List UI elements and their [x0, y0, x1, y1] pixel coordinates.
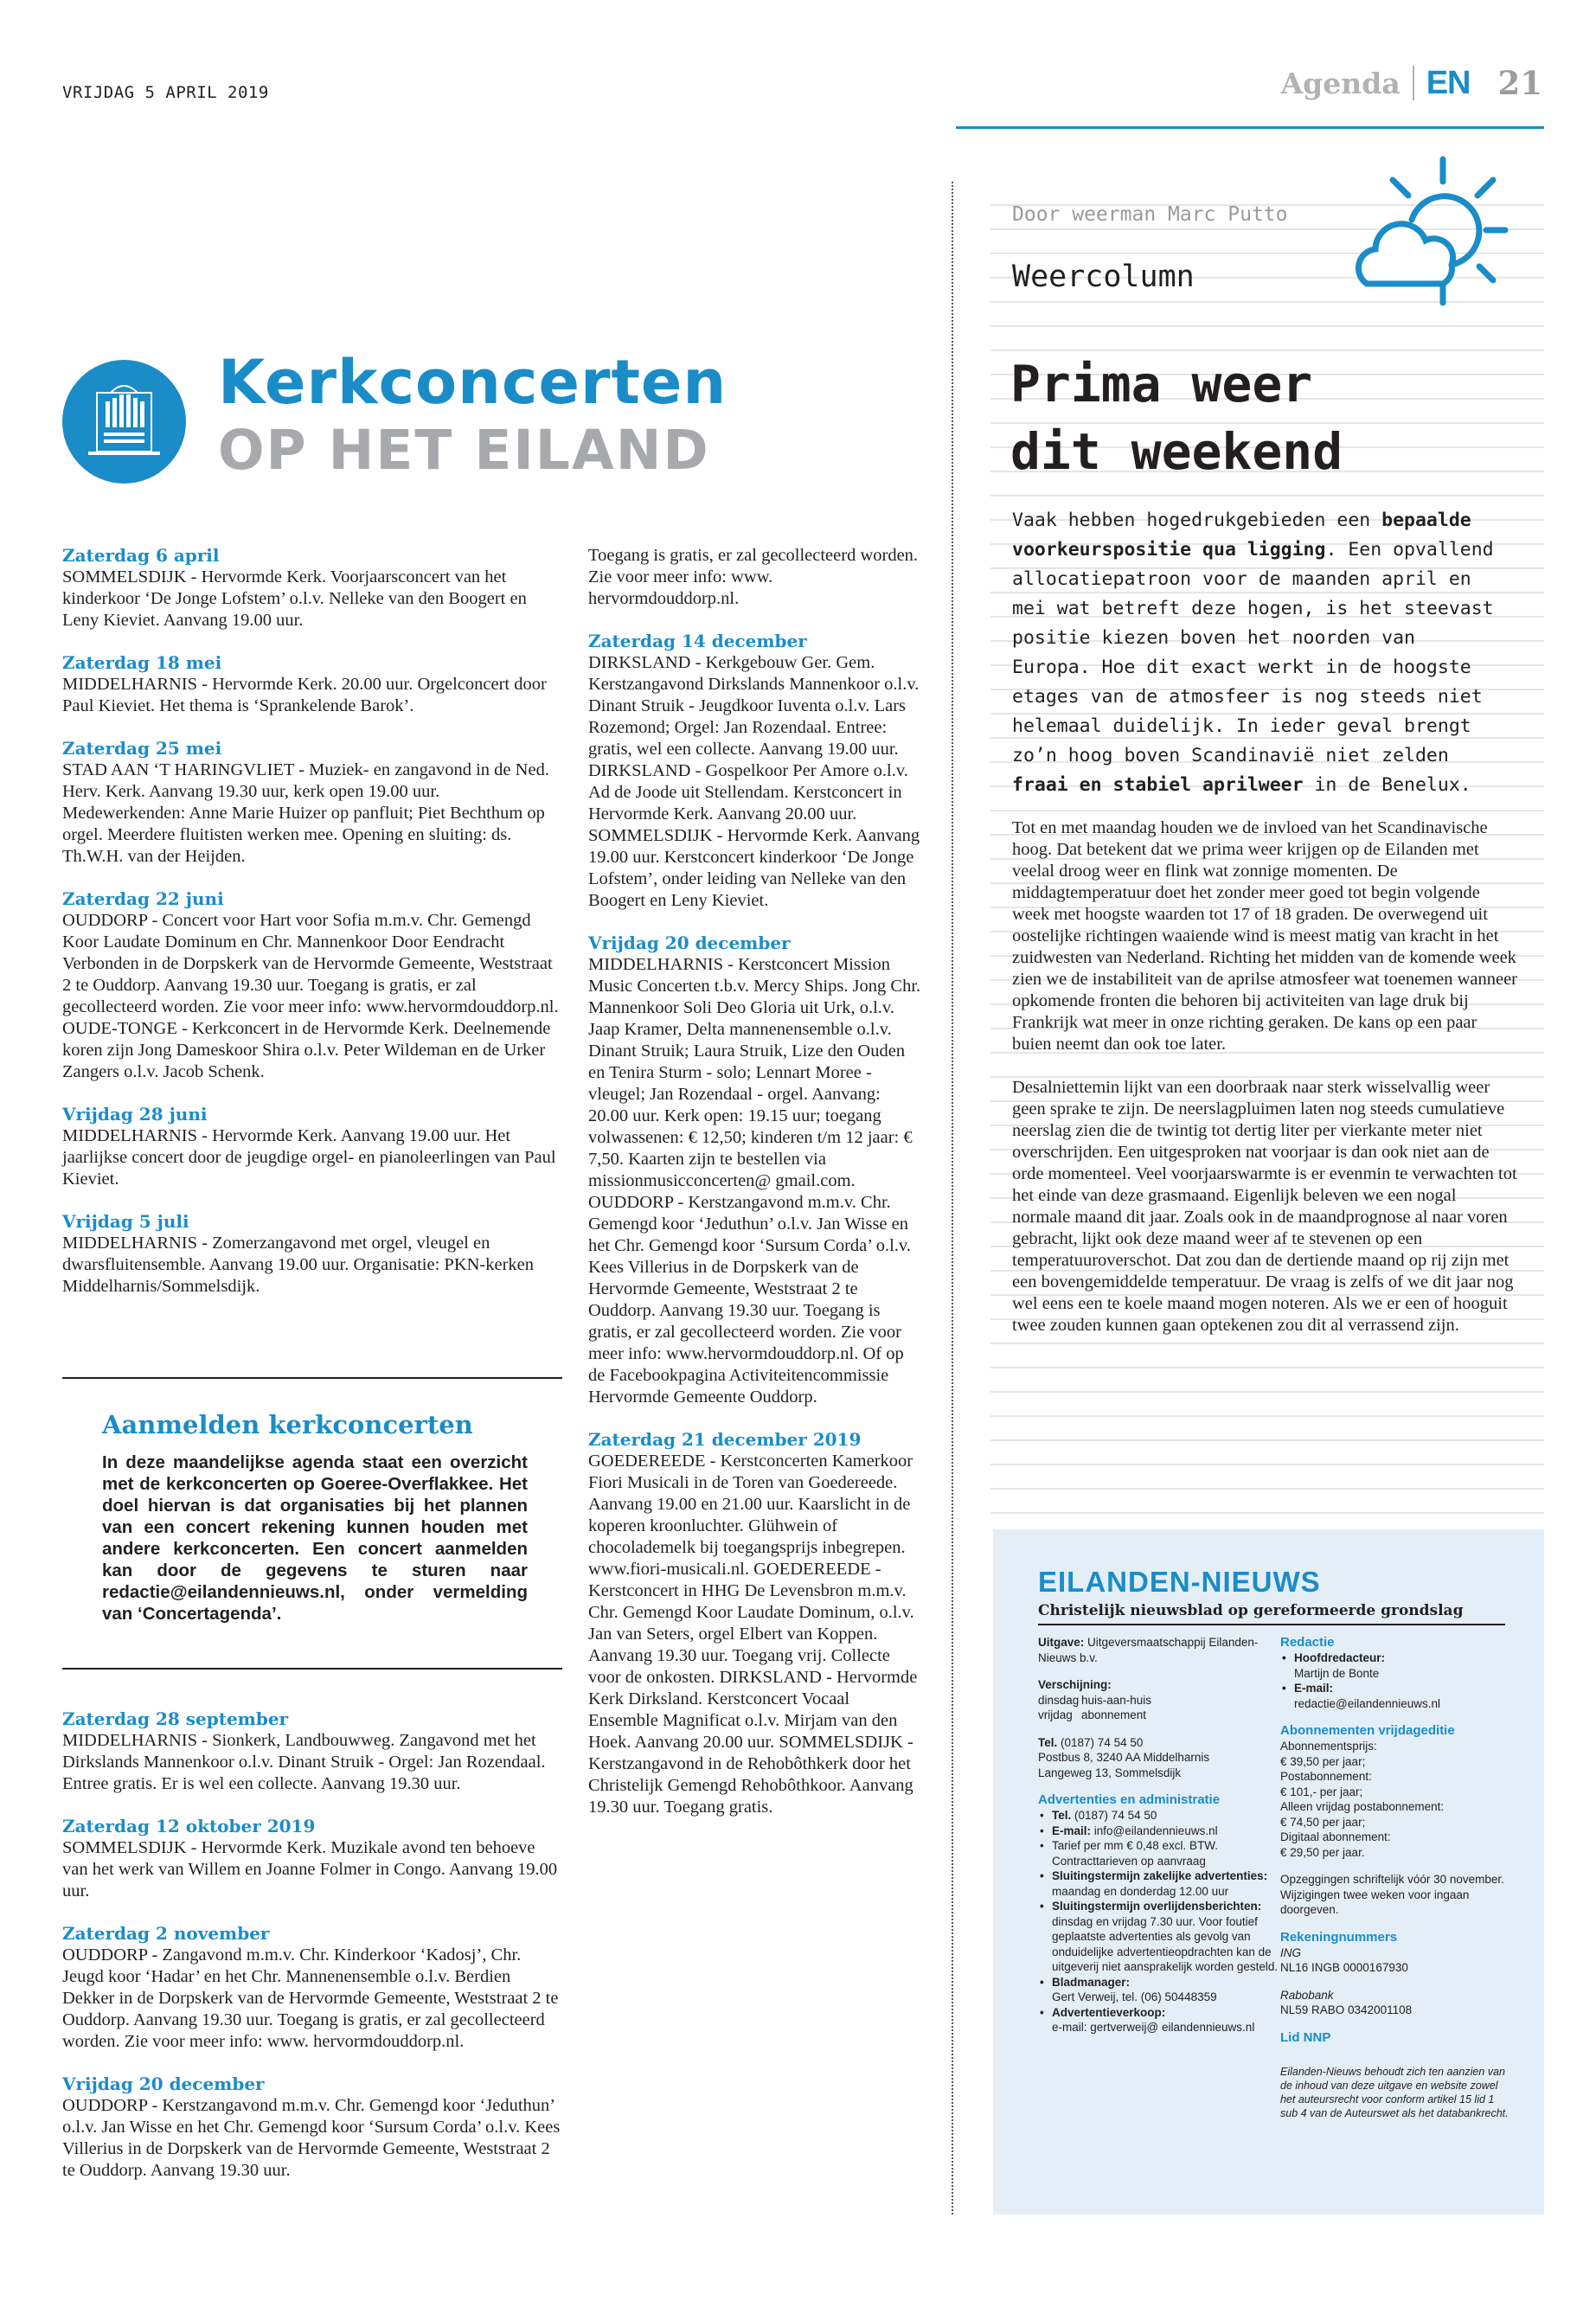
issue-date: VRIJDAG 5 APRIL 2019 [62, 83, 269, 102]
colophon-block [1038, 1735, 1285, 1781]
intro-text: . Een opvallend allocatiepatroon voor de maanden april en mei wat betreft deze hogen, is het steevast positie kiezen boven het noorden van Europa. Hoe dit exact werkt in de hoogste etages van de atmosfeer is nog steeds niet helemaal duidelijk. In ieder geval brengt zo’n hoog boven Scandinavië niet zelden [1012, 539, 1494, 766]
value: (0187) 74 54 50 [1074, 1809, 1157, 1822]
agenda-date: Vrijdag 28 juni [62, 1104, 208, 1125]
agenda-text: STAD AAN ‘T HARINGVLIET - Muziek- en zangavond in de Ned. Herv. Kerk. Aanvang 19.30 uur, kerk open 19.00 uur. Medewerkenden: Anne Marie Huizer op panfluit; Piet Bechthum op orgel. Meerdere fluitisten werken mee. Opening en sluiting: ds. Th.W.H. van der Heijden. [62, 760, 549, 866]
agenda-date: Zaterdag 25 mei [62, 738, 222, 759]
box-top-rule [62, 1377, 562, 1379]
intro-bold: bepaalde voorkeurspositie qua ligging [1012, 510, 1471, 561]
opzeg-text: Opzeggingen schriftelijk vóór 30 november. Wijzigingen twee weken voor ingaan doorgeven. [1280, 1873, 1504, 1916]
aanmelden-text: In deze maandelijkse agenda staat een overzicht met de kerkconcerten op Goeree-Overflakkee. Het doel hiervan is dat organisaties bij het plannen van een concert rekening kunnen houden met andere kerkconcerten. Een concert aanmelden kan door de gegevens te sturen naar redactie@eilandennieuws.nl, onder vermelding van ‘Concertagenda’. [102, 1452, 528, 1624]
value: redactie@eilandennieuws.nl [1294, 1696, 1441, 1710]
list-item: • E-mail: [1280, 1681, 1514, 1696]
headline-line: Prima weer [1010, 355, 1313, 413]
agenda-date: Vrijdag 5 juli [62, 1211, 189, 1232]
abo-line: Abonnementsprijs: [1280, 1740, 1377, 1753]
agenda-text: GOEDEREEDE - Kerstconcerten Kamerkoor Fiori Musicali in de Toren van Goedereede. Aanvang 19.00 en 21.00 uur. Kaarslicht in de koperen kroonluchter. Glühwein of chocolademelk bij toegangsprijs inbegrepen. www.fiori-musicali.nl. GOEDEREEDE - Kerstconcert in HHG De Levensbron m.m.v. Chr. Gemengd Koor Laudate Dominum, o.l.v. Jan van Seters, orgel Elbert van Koppen. Aanvang 19.30 uur. Toegang vrij. Collecte voor de onkosten. DIRKSLAND - Hervormde Kerk Dirksland. Kerstconcert Vocaal Ensemble Magnificat o.l.v. Mirjam van den Hoek. Aanvang 20.00 uur. SOMMELSDIJK - Kerstzangavond in de Rehobôthkerk door het Christelijk Gemengd Rehobôthkoor. Aanvang 19.30 uur. Toegang gratis. [588, 1452, 918, 1817]
list-item: • Bladmanager: [1038, 1975, 1285, 1990]
headline-line: dit weekend [1010, 422, 1343, 481]
value: (0187) 74 54 50 [1061, 1735, 1144, 1749]
agenda-date: Vrijdag 20 december [62, 2073, 265, 2094]
value: maandag en donderdag 12.00 uur [1052, 1884, 1229, 1898]
intro-bold: fraai en stabiel aprilweer [1012, 774, 1304, 796]
disclaimer: Eilanden-Nieuws behoudt zich ten aanzien van de inhoud van deze uitgave en website zowel het auteursrecht voor conform artikel 15 lid 1 sub 4 van de Auteurswet als het databankrecht. [1280, 2065, 1509, 2119]
list-item: • Hoofdredacteur: [1280, 1650, 1514, 1666]
row [1038, 1708, 1285, 1723]
header-rule [956, 126, 1544, 129]
colophon [993, 1529, 1544, 2214]
kerkconcerten-subtitle: OP HET EILAND [218, 419, 710, 482]
list-item: • Sluitingstermijn overlijdensberichten: [1038, 1899, 1285, 1914]
agenda-text: SOMMELSDIJK - Hervormde Kerk. Voorjaarsconcert van het kinderkoor ‘De Jonge Lofstem’ o.l.v. Nelleke van den Boogert en Leny Kieviet. Aanvang 19.00 uur. [62, 567, 527, 630]
agenda-item [62, 545, 564, 631]
agenda-text: MIDDELHARNIS - Hervormde Kerk. Aanvang 19.00 uur. Het jaarlijkse concert door de jeugdige orgel- en pianoleerlingen van Paul Kieviet. [62, 1126, 556, 1189]
label: Verschijning: [1038, 1678, 1112, 1691]
page-number: 21 [1497, 64, 1542, 102]
colophon-right [1280, 1635, 1514, 2120]
colophon-heading: Redactie [1280, 1635, 1335, 1650]
section-title: Agenda [1280, 66, 1401, 100]
membership: Lid NNP [1280, 2029, 1331, 2045]
aanmelden-title: Aanmelden kerkconcerten [102, 1410, 473, 1439]
abo-line: Postabonnement: [1280, 1770, 1372, 1783]
value: dinsdag en vrijdag 7.30 uur. Voor foutief geplaatste advertenties als gevolg van onduidelijke advertentieopdrachten kan de uitgeverij niet aansprakelijk worden gesteld. [1052, 1914, 1279, 1973]
agenda-date: Vrijdag 20 december [588, 933, 791, 953]
value: Gert Verweij, tel. (06) 50448359 [1052, 1990, 1217, 2003]
agenda-text: OUDDORP - Concert voor Hart voor Sofia m.m.v. Chr. Gemengd Koor Laudate Dominum en Chr. Mannenkoor Door Eendracht Verbonden in de Dorpskerk van de Hervormde Gemeente, Weststraat 2 te Ouddorp. Aanvang 19.30 uur. Toegang is gratis, er zal gecollecteerd worden. Zie voor meer info: www.hervormdouddorp.nl. OUDE-TONGE - Kerkconcert in de Hervormde Kerk. Deelnemende koren zijn Jong Dameskoor Shira o.l.v. Peter Wildeman en de Urker Zangers o.l.v. Jacob Schenk. [62, 911, 559, 1081]
aanmelden-box [102, 1410, 528, 1625]
weather-column-label: Weercolumn [1012, 260, 1195, 294]
en-logo: EN [1426, 64, 1471, 101]
abo-line: € 39,50 per jaar; [1280, 1754, 1366, 1768]
agenda-column-1-bottom [62, 1708, 564, 2202]
agenda-text: OUDDORP - Kerstzangavond m.m.v. Chr. Gemengd koor ‘Jeduthun’ o.l.v. Jan Wisse en het Chr. Gemengd koor ‘Sursum Corda’ o.l.v. Kees Villerius in de Dorpskerk van de Hervormde Gemeente, Weststraat 2 te Ouddorp. Aanvang 19.30 uur. [62, 2096, 561, 2180]
weather-intro [1012, 506, 1497, 800]
agenda-date: Zaterdag 21 december 2019 [588, 1429, 862, 1450]
agenda-item [588, 631, 921, 912]
value: vrijdag [1038, 1708, 1073, 1721]
value: info@eilandennieuws.nl [1093, 1823, 1218, 1837]
agenda-item [62, 1816, 564, 1902]
colophon-rule [1038, 1624, 1505, 1625]
abo-line: Digitaal abonnement: [1280, 1830, 1391, 1843]
list-item: • Sluitingstermijn zakelijke advertenties: [1038, 1868, 1285, 1884]
value: dinsdag [1038, 1693, 1080, 1707]
list-item [1038, 1823, 1285, 1839]
agenda-date: Zaterdag 22 juni [62, 888, 224, 909]
agenda-date: Zaterdag 12 oktober 2019 [62, 1816, 316, 1836]
label: Tel. [1052, 1809, 1072, 1822]
agenda-date: Zaterdag 2 november [62, 1923, 270, 1944]
list-item [1038, 1838, 1285, 1868]
page-header [1281, 64, 1542, 102]
agenda-item [588, 545, 921, 610]
intro-text: in de Benelux. [1303, 774, 1471, 796]
agenda-text: OUDDORP - Zangavond m.m.v. Chr. Kinderkoor ‘Kadosj’, Chr. Jeugd koor ‘Hadar’ en het Chr. Mannenensemble o.l.v. Berdien Dekker in de Dorpskerk van de Hervormde Gemeente, Weststraat 2 te Ouddorp. Aanvang 19.30 uur. Toegang is gratis, er zal gecollecteerd worden. Zie voor meer info: www. hervormdouddorp.nl. [62, 1945, 559, 2051]
agenda-item [62, 1211, 564, 1298]
agenda-item [62, 1708, 564, 1795]
agenda-text: MIDDELHARNIS - Zomerzangavond met orgel, vleugel en dwarsfluitensemble. Aanvang 19.00 uur. Organisatie: PKN-kerken Middelharnis/Sommelsdijk. [62, 1234, 535, 1296]
bank-name: ING [1280, 1945, 1302, 1959]
value: e-mail: gertverweij@ eilandennieuws.nl [1052, 2021, 1255, 2034]
bank-name: Rabobank [1280, 1988, 1334, 2002]
value: Tarief per mm € 0,48 excl. BTW. Contracttarieven op aanvraag [1052, 1839, 1219, 1868]
colophon-heading: Rekeningnummers [1280, 1929, 1398, 1945]
weather-headline [1010, 350, 1521, 485]
weather-author: Door weerman Marc Putto [1012, 203, 1288, 226]
weather-paragraph: Tot en met maandag houden we de invloed van het Scandinavische hoog. Dat betekent dat we prima weer krijgen op de Eilanden met veelal droog weer en flink wat zonnige momenten. De middagtemperatuur doet het zonder meer goed tot begin volgende week met hoogste waarden tot 17 of 18 graden. De overwegend uit oostelijke richtingen waaiende wind is meest matig van kracht in het zuidwesten van Nederland. Richting het midden van de komende week zien we de instabiliteit van de aprilse atmosfeer wat toenemen wanneer opkomende fronten die behoren bij activiteiten van lage druk bij Frankrijk wat meer in onze richting geraken. De kans op een paar buien neemt dan ook toe later. [1012, 818, 1518, 1054]
agenda-item [62, 652, 564, 717]
agenda-item [62, 888, 564, 1083]
agenda-item [588, 1429, 921, 1818]
intro-text: Vaak hebben hogedrukgebieden een [1012, 510, 1382, 531]
colophon-heading: Advertenties en administratie [1038, 1792, 1221, 1807]
colophon-block [1038, 1635, 1285, 1665]
church-organ-icon [62, 360, 186, 484]
agenda-text: SOMMELSDIJK - Hervormde Kerk. Muzikale avond ten behoeve van het werk van Willem en Joanne Folmer in Congo. Aanvang 19.00 uur. [62, 1838, 558, 1900]
agenda-column-2 [588, 545, 921, 1839]
box-bottom-rule [62, 1668, 562, 1670]
agenda-text: MIDDELHARNIS - Kerstconcert Mission Music Concerten t.b.v. Mercy Ships. Jong Chr. Mannenkoor Soli Deo Gloria uit Urk, o.l.v. Jaap Kramer, Delta mannenensemble o.l.v. Dinant Struik; Laura Struik, Lize den Ouden en Tenira Sturm - solo; Lennart Moree - vleugel; Jan Rozendaal - orgel. Aanvang: 20.00 uur. Kerk open: 19.15 uur; toegang volwassenen: € 12,50; kinderen t/m 12 jaar: € 7,50. Kaarten zijn te bestellen via missionmusicconcerten@ gmail.com. OUDDORP - Kerstzangavond m.m.v. Chr. Gemengd koor ‘Jeduthun’ o.l.v. Jan Wisse en het Chr. Gemengd koor ‘Sursum Corda’ o.l.v. Kees Villerius in de Dorpskerk van de Hervormde Gemeente, Weststraat 2 te Ouddorp. Aanvang 19.30 uur. Toegang is gratis, er zal gecollecteerd worden. Zie voor meer info: www.hervormdouddorp.nl. Of op de Facebookpagina Activiteitencommissie Hervormde Gemeente Ouddorp. [588, 955, 921, 1407]
eilanden-nieuws-logo: EILANDEN-NIEUWS [1038, 1566, 1321, 1598]
value: Uitgeversmaatschappij Eilanden-Nieuws b.v. [1038, 1636, 1259, 1664]
agenda-item [62, 1104, 564, 1190]
value: abonnement [1081, 1708, 1147, 1721]
value: Martijn de Bonte [1294, 1666, 1380, 1680]
agenda-text: DIRKSLAND - Kerkgebouw Ger. Gem. Kerstzangavond Dirkslands Mannenkoor o.l.v. Dinant Struik - Jeugdkoor Iuventa o.l.v. Lars Rozemond; Orgel: Jan Rozendaal. Entree: gratis, wel een collecte. Aanvang 19.00 uur. DIRKSLAND - Gospelkoor Per Amore o.l.v. Ad de Joode uit Stellendam. Kerstconcert in Hervormde Kerk. Aanvang 20.00 uur. SOMMELSDIJK - Hervormde Kerk. Aanvang 19.00 uur. Kerstconcert kinderkoor ‘De Jonge Lofstem’, onder leiding van Nelleke van den Boogert en Leny Kieviet. [588, 653, 920, 910]
header-divider [1413, 66, 1414, 100]
agenda-date: Zaterdag 6 april [62, 545, 220, 566]
colophon-left [1038, 1635, 1285, 2035]
agenda-item [62, 1923, 564, 2053]
list-item [1038, 1808, 1285, 1823]
label: Uitgave: [1038, 1636, 1085, 1649]
bank-number: NL59 RABO 0342001108 [1280, 2003, 1413, 2016]
agenda-item [588, 933, 921, 1408]
agenda-date: Zaterdag 18 mei [62, 652, 222, 673]
value: Langeweg 13, Sommelsdijk [1038, 1766, 1182, 1779]
column-divider [952, 182, 953, 2214]
agenda-date: Zaterdag 28 september [62, 1708, 289, 1729]
abo-line: € 74,50 per jaar; [1280, 1815, 1366, 1829]
bank-number: NL16 INGB 0000167930 [1280, 1961, 1408, 1974]
row [1038, 1693, 1285, 1708]
abo-line: Alleen vrijdag postabonnement: [1280, 1800, 1445, 1813]
agenda-date: Zaterdag 14 december [588, 631, 807, 651]
colophon-tagline: Christelijk nieuwsblad op gereformeerde grondslag [1038, 1602, 1464, 1619]
agenda-item [62, 738, 564, 868]
list-item: • Advertentieverkoop: [1038, 2005, 1285, 2021]
agenda-text: MIDDELHARNIS - Sionkerk, Landbouwweg. Zangavond met het Dirkslands Mannenkoor o.l.v. Dinant Struik - Orgel: Jan Rozendaal. Entree gratis. Er is wel een collecte. Aanvang 19.30 uur. [62, 1731, 546, 1793]
agenda-column-1 [62, 545, 564, 1318]
kerkconcerten-title: Kerkconcerten [218, 347, 727, 418]
weather-body [1012, 817, 1518, 1358]
colophon-block [1038, 1677, 1285, 1723]
label: E-mail: [1052, 1823, 1092, 1837]
abo-line: € 101,- per jaar; [1280, 1785, 1363, 1798]
value: Postbus 8, 3240 AA Middelharnis [1038, 1751, 1210, 1764]
colophon-heading: Abonnementen vrijdageditie [1280, 1723, 1455, 1738]
agenda-item [62, 2073, 564, 2182]
agenda-text: Toegang is gratis, er zal gecollecteerd worden. Zie voor meer info: www. hervormdouddorp.nl. [588, 546, 919, 608]
agenda-text: MIDDELHARNIS - Hervormde Kerk. 20.00 uur. Orgelconcert door Paul Kieviet. Het thema is ‘Sprankelende Barok’. [62, 675, 547, 715]
weather-paragraph: Desalniettemin lijkt van een doorbraak naar sterk wisselvallig weer geen sprake te zijn. De neerslagpluimen laten nog steeds cumulatieve neerslag zien die de twintig tot dertig liter per vierkante meter niet overschrijden. Een uitgesproken nat voorjaar is dan ook niet aan de orde momenteel. Veel voorjaarswarmte is er evenmin te verwachten tot het einde van deze grasmaand. Eigenlijk beleven we een nogal normale maand dit jaar. Zoals ook in de maandprognose al naar voren gebracht, lijkt ook deze maand weer af te stevenen op een temperatuuroverschot. Dat zou dan de dertiende maand op rij zijn met een bovengemiddelde temperatuur. De vraag is zelfs of we dit jaar nog wel eens een te koele maand mogen noteren. Als we er een of hooguit twee zouden kunnen gaan optekenen zou dit al verrassend zijn. [1012, 1078, 1517, 1335]
label: Tel. [1038, 1735, 1058, 1749]
value: huis-aan-huis [1081, 1693, 1152, 1707]
sun-cloud-icon [1349, 156, 1522, 324]
abo-line: € 29,50 per jaar. [1280, 1845, 1365, 1859]
